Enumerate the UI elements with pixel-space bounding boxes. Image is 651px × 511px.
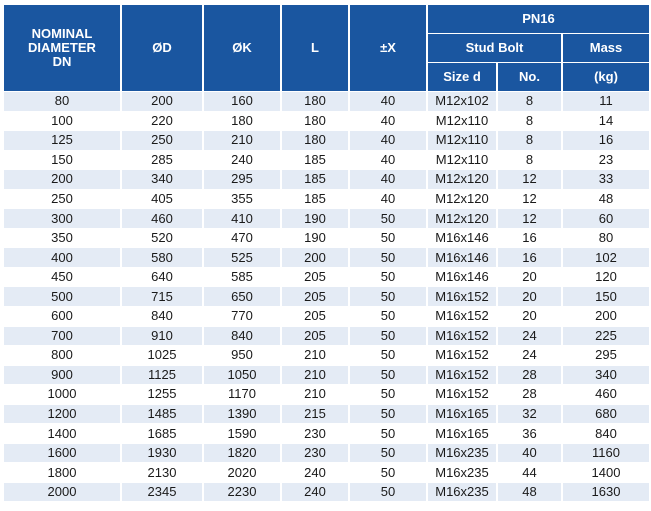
cell-bolt-count: 12 <box>498 190 561 209</box>
cell-l: 205 <box>282 327 348 346</box>
cell-ok: 770 <box>204 307 280 326</box>
cell-x: 50 <box>350 424 426 443</box>
cell-l: 210 <box>282 346 348 365</box>
cell-l: 200 <box>282 248 348 267</box>
header-tolerance-x: ±X <box>350 5 426 91</box>
cell-l: 205 <box>282 287 348 306</box>
cell-size-d: M16x235 <box>428 444 496 463</box>
header-size-d: Size d <box>428 63 496 91</box>
cell-size-d: M16x152 <box>428 287 496 306</box>
cell-l: 190 <box>282 209 348 228</box>
cell-mass: 200 <box>563 307 649 326</box>
cell-dn: 1400 <box>4 424 120 443</box>
cell-ok: 650 <box>204 287 280 306</box>
cell-size-d: M16x146 <box>428 248 496 267</box>
cell-od: 1125 <box>122 366 202 385</box>
cell-dn: 100 <box>4 112 120 131</box>
cell-size-d: M12x110 <box>428 112 496 131</box>
cell-dn: 350 <box>4 229 120 248</box>
cell-ok: 470 <box>204 229 280 248</box>
cell-dn: 300 <box>4 209 120 228</box>
cell-bolt-count: 36 <box>498 424 561 443</box>
table-row <box>4 170 649 189</box>
cell-mass: 460 <box>563 385 649 404</box>
cell-x: 50 <box>350 444 426 463</box>
cell-dn: 250 <box>4 190 120 209</box>
table-body <box>4 92 649 501</box>
header-nominal-diameter: NOMINAL DIAMETER DN <box>4 5 120 91</box>
cell-x: 50 <box>350 248 426 267</box>
header-pn16: PN16 <box>428 5 649 33</box>
cell-bolt-count: 16 <box>498 229 561 248</box>
cell-bolt-count: 28 <box>498 366 561 385</box>
cell-ok: 355 <box>204 190 280 209</box>
cell-size-d: M16x146 <box>428 229 496 248</box>
table-row <box>4 287 649 306</box>
table-row <box>4 346 649 365</box>
table-row <box>4 463 649 482</box>
cell-bolt-count: 24 <box>498 327 561 346</box>
cell-mass: 33 <box>563 170 649 189</box>
cell-dn: 1800 <box>4 463 120 482</box>
cell-size-d: M12x120 <box>428 209 496 228</box>
cell-size-d: M12x110 <box>428 131 496 150</box>
header-outer-diameter: ØD <box>122 5 202 91</box>
cell-od: 250 <box>122 131 202 150</box>
cell-l: 205 <box>282 268 348 287</box>
cell-x: 40 <box>350 131 426 150</box>
table-row <box>4 92 649 111</box>
cell-bolt-count: 8 <box>498 151 561 170</box>
cell-od: 460 <box>122 209 202 228</box>
header-length: L <box>282 5 348 91</box>
cell-x: 40 <box>350 92 426 111</box>
cell-x: 50 <box>350 209 426 228</box>
cell-ok: 840 <box>204 327 280 346</box>
cell-od: 340 <box>122 170 202 189</box>
cell-size-d: M16x165 <box>428 424 496 443</box>
cell-od: 405 <box>122 190 202 209</box>
cell-ok: 295 <box>204 170 280 189</box>
cell-mass: 60 <box>563 209 649 228</box>
cell-bolt-count: 24 <box>498 346 561 365</box>
cell-mass: 14 <box>563 112 649 131</box>
cell-bolt-count: 40 <box>498 444 561 463</box>
cell-bolt-count: 20 <box>498 287 561 306</box>
cell-dn: 2000 <box>4 483 120 502</box>
header-mass-unit: (kg) <box>563 63 649 91</box>
cell-ok: 1820 <box>204 444 280 463</box>
cell-x: 50 <box>350 307 426 326</box>
cell-bolt-count: 32 <box>498 405 561 424</box>
cell-od: 910 <box>122 327 202 346</box>
cell-l: 180 <box>282 131 348 150</box>
cell-mass: 48 <box>563 190 649 209</box>
cell-size-d: M12x120 <box>428 170 496 189</box>
cell-dn: 125 <box>4 131 120 150</box>
cell-od: 2345 <box>122 483 202 502</box>
cell-mass: 150 <box>563 287 649 306</box>
cell-ok: 410 <box>204 209 280 228</box>
cell-ok: 210 <box>204 131 280 150</box>
cell-ok: 240 <box>204 151 280 170</box>
cell-dn: 800 <box>4 346 120 365</box>
table-row <box>4 405 649 424</box>
cell-mass: 340 <box>563 366 649 385</box>
cell-od: 220 <box>122 112 202 131</box>
cell-bolt-count: 20 <box>498 307 561 326</box>
cell-od: 520 <box>122 229 202 248</box>
table-row <box>4 112 649 131</box>
cell-l: 210 <box>282 366 348 385</box>
cell-ok: 1390 <box>204 405 280 424</box>
cell-od: 200 <box>122 92 202 111</box>
table-row <box>4 366 649 385</box>
cell-od: 1255 <box>122 385 202 404</box>
cell-ok: 160 <box>204 92 280 111</box>
cell-bolt-count: 44 <box>498 463 561 482</box>
cell-dn: 150 <box>4 151 120 170</box>
cell-dn: 1200 <box>4 405 120 424</box>
cell-x: 50 <box>350 366 426 385</box>
cell-mass: 23 <box>563 151 649 170</box>
cell-x: 50 <box>350 268 426 287</box>
cell-bolt-count: 12 <box>498 170 561 189</box>
cell-x: 40 <box>350 112 426 131</box>
cell-l: 190 <box>282 229 348 248</box>
table-row <box>4 327 649 346</box>
cell-l: 180 <box>282 112 348 131</box>
cell-size-d: M16x165 <box>428 405 496 424</box>
cell-ok: 525 <box>204 248 280 267</box>
cell-size-d: M16x152 <box>428 327 496 346</box>
cell-size-d: M12x110 <box>428 151 496 170</box>
cell-bolt-count: 28 <box>498 385 561 404</box>
cell-l: 185 <box>282 151 348 170</box>
table-row <box>4 444 649 463</box>
cell-ok: 950 <box>204 346 280 365</box>
cell-od: 1685 <box>122 424 202 443</box>
cell-l: 240 <box>282 463 348 482</box>
cell-l: 215 <box>282 405 348 424</box>
cell-l: 210 <box>282 385 348 404</box>
cell-x: 50 <box>350 327 426 346</box>
cell-bolt-count: 12 <box>498 209 561 228</box>
cell-mass: 295 <box>563 346 649 365</box>
cell-mass: 840 <box>563 424 649 443</box>
cell-mass: 102 <box>563 248 649 267</box>
cell-size-d: M16x146 <box>428 268 496 287</box>
cell-x: 40 <box>350 151 426 170</box>
cell-mass: 16 <box>563 131 649 150</box>
cell-dn: 600 <box>4 307 120 326</box>
table-row <box>4 248 649 267</box>
cell-mass: 680 <box>563 405 649 424</box>
cell-dn: 700 <box>4 327 120 346</box>
table-row <box>4 190 649 209</box>
cell-ok: 2020 <box>204 463 280 482</box>
cell-od: 580 <box>122 248 202 267</box>
cell-ok: 1050 <box>204 366 280 385</box>
cell-od: 840 <box>122 307 202 326</box>
cell-dn: 80 <box>4 92 120 111</box>
flange-dimensions-table <box>2 4 651 502</box>
header-bolt-circle-diameter: ØK <box>204 5 280 91</box>
header-mass: Mass <box>563 34 649 62</box>
cell-size-d: M16x152 <box>428 366 496 385</box>
table-row <box>4 131 649 150</box>
cell-dn: 200 <box>4 170 120 189</box>
cell-mass: 120 <box>563 268 649 287</box>
cell-od: 640 <box>122 268 202 287</box>
cell-mass: 1160 <box>563 444 649 463</box>
cell-l: 205 <box>282 307 348 326</box>
cell-size-d: M16x235 <box>428 483 496 502</box>
cell-od: 285 <box>122 151 202 170</box>
cell-l: 230 <box>282 444 348 463</box>
cell-size-d: M16x152 <box>428 385 496 404</box>
cell-ok: 180 <box>204 112 280 131</box>
cell-bolt-count: 16 <box>498 248 561 267</box>
cell-x: 40 <box>350 170 426 189</box>
cell-ok: 2230 <box>204 483 280 502</box>
cell-bolt-count: 8 <box>498 112 561 131</box>
cell-size-d: M16x152 <box>428 307 496 326</box>
cell-x: 50 <box>350 483 426 502</box>
cell-od: 1930 <box>122 444 202 463</box>
cell-bolt-count: 20 <box>498 268 561 287</box>
cell-dn: 500 <box>4 287 120 306</box>
cell-l: 230 <box>282 424 348 443</box>
cell-size-d: M12x120 <box>428 190 496 209</box>
cell-dn: 1600 <box>4 444 120 463</box>
cell-x: 50 <box>350 287 426 306</box>
cell-bolt-count: 48 <box>498 483 561 502</box>
cell-mass: 1400 <box>563 463 649 482</box>
cell-mass: 1630 <box>563 483 649 502</box>
cell-l: 240 <box>282 483 348 502</box>
cell-l: 180 <box>282 92 348 111</box>
cell-mass: 80 <box>563 229 649 248</box>
cell-l: 185 <box>282 190 348 209</box>
cell-od: 715 <box>122 287 202 306</box>
cell-x: 40 <box>350 190 426 209</box>
cell-dn: 900 <box>4 366 120 385</box>
cell-od: 1485 <box>122 405 202 424</box>
cell-ok: 1170 <box>204 385 280 404</box>
cell-od: 1025 <box>122 346 202 365</box>
cell-size-d: M16x152 <box>428 346 496 365</box>
table-row <box>4 151 649 170</box>
cell-ok: 585 <box>204 268 280 287</box>
cell-dn: 400 <box>4 248 120 267</box>
cell-x: 50 <box>350 385 426 404</box>
header-bolt-count: No. <box>498 63 561 91</box>
cell-bolt-count: 8 <box>498 131 561 150</box>
cell-size-d: M12x102 <box>428 92 496 111</box>
cell-mass: 11 <box>563 92 649 111</box>
table-row <box>4 229 649 248</box>
cell-l: 185 <box>282 170 348 189</box>
cell-size-d: M16x235 <box>428 463 496 482</box>
cell-ok: 1590 <box>204 424 280 443</box>
table-row <box>4 307 649 326</box>
cell-mass: 225 <box>563 327 649 346</box>
cell-x: 50 <box>350 229 426 248</box>
cell-dn: 450 <box>4 268 120 287</box>
table-row <box>4 424 649 443</box>
flange-dimensions-table-wrapper <box>2 4 651 502</box>
cell-od: 2130 <box>122 463 202 482</box>
table-row <box>4 385 649 404</box>
cell-x: 50 <box>350 405 426 424</box>
cell-x: 50 <box>350 463 426 482</box>
cell-bolt-count: 8 <box>498 92 561 111</box>
table-row <box>4 483 649 502</box>
table-row <box>4 209 649 228</box>
header-stud-bolt: Stud Bolt <box>428 34 561 62</box>
cell-x: 50 <box>350 346 426 365</box>
table-row <box>4 268 649 287</box>
cell-dn: 1000 <box>4 385 120 404</box>
